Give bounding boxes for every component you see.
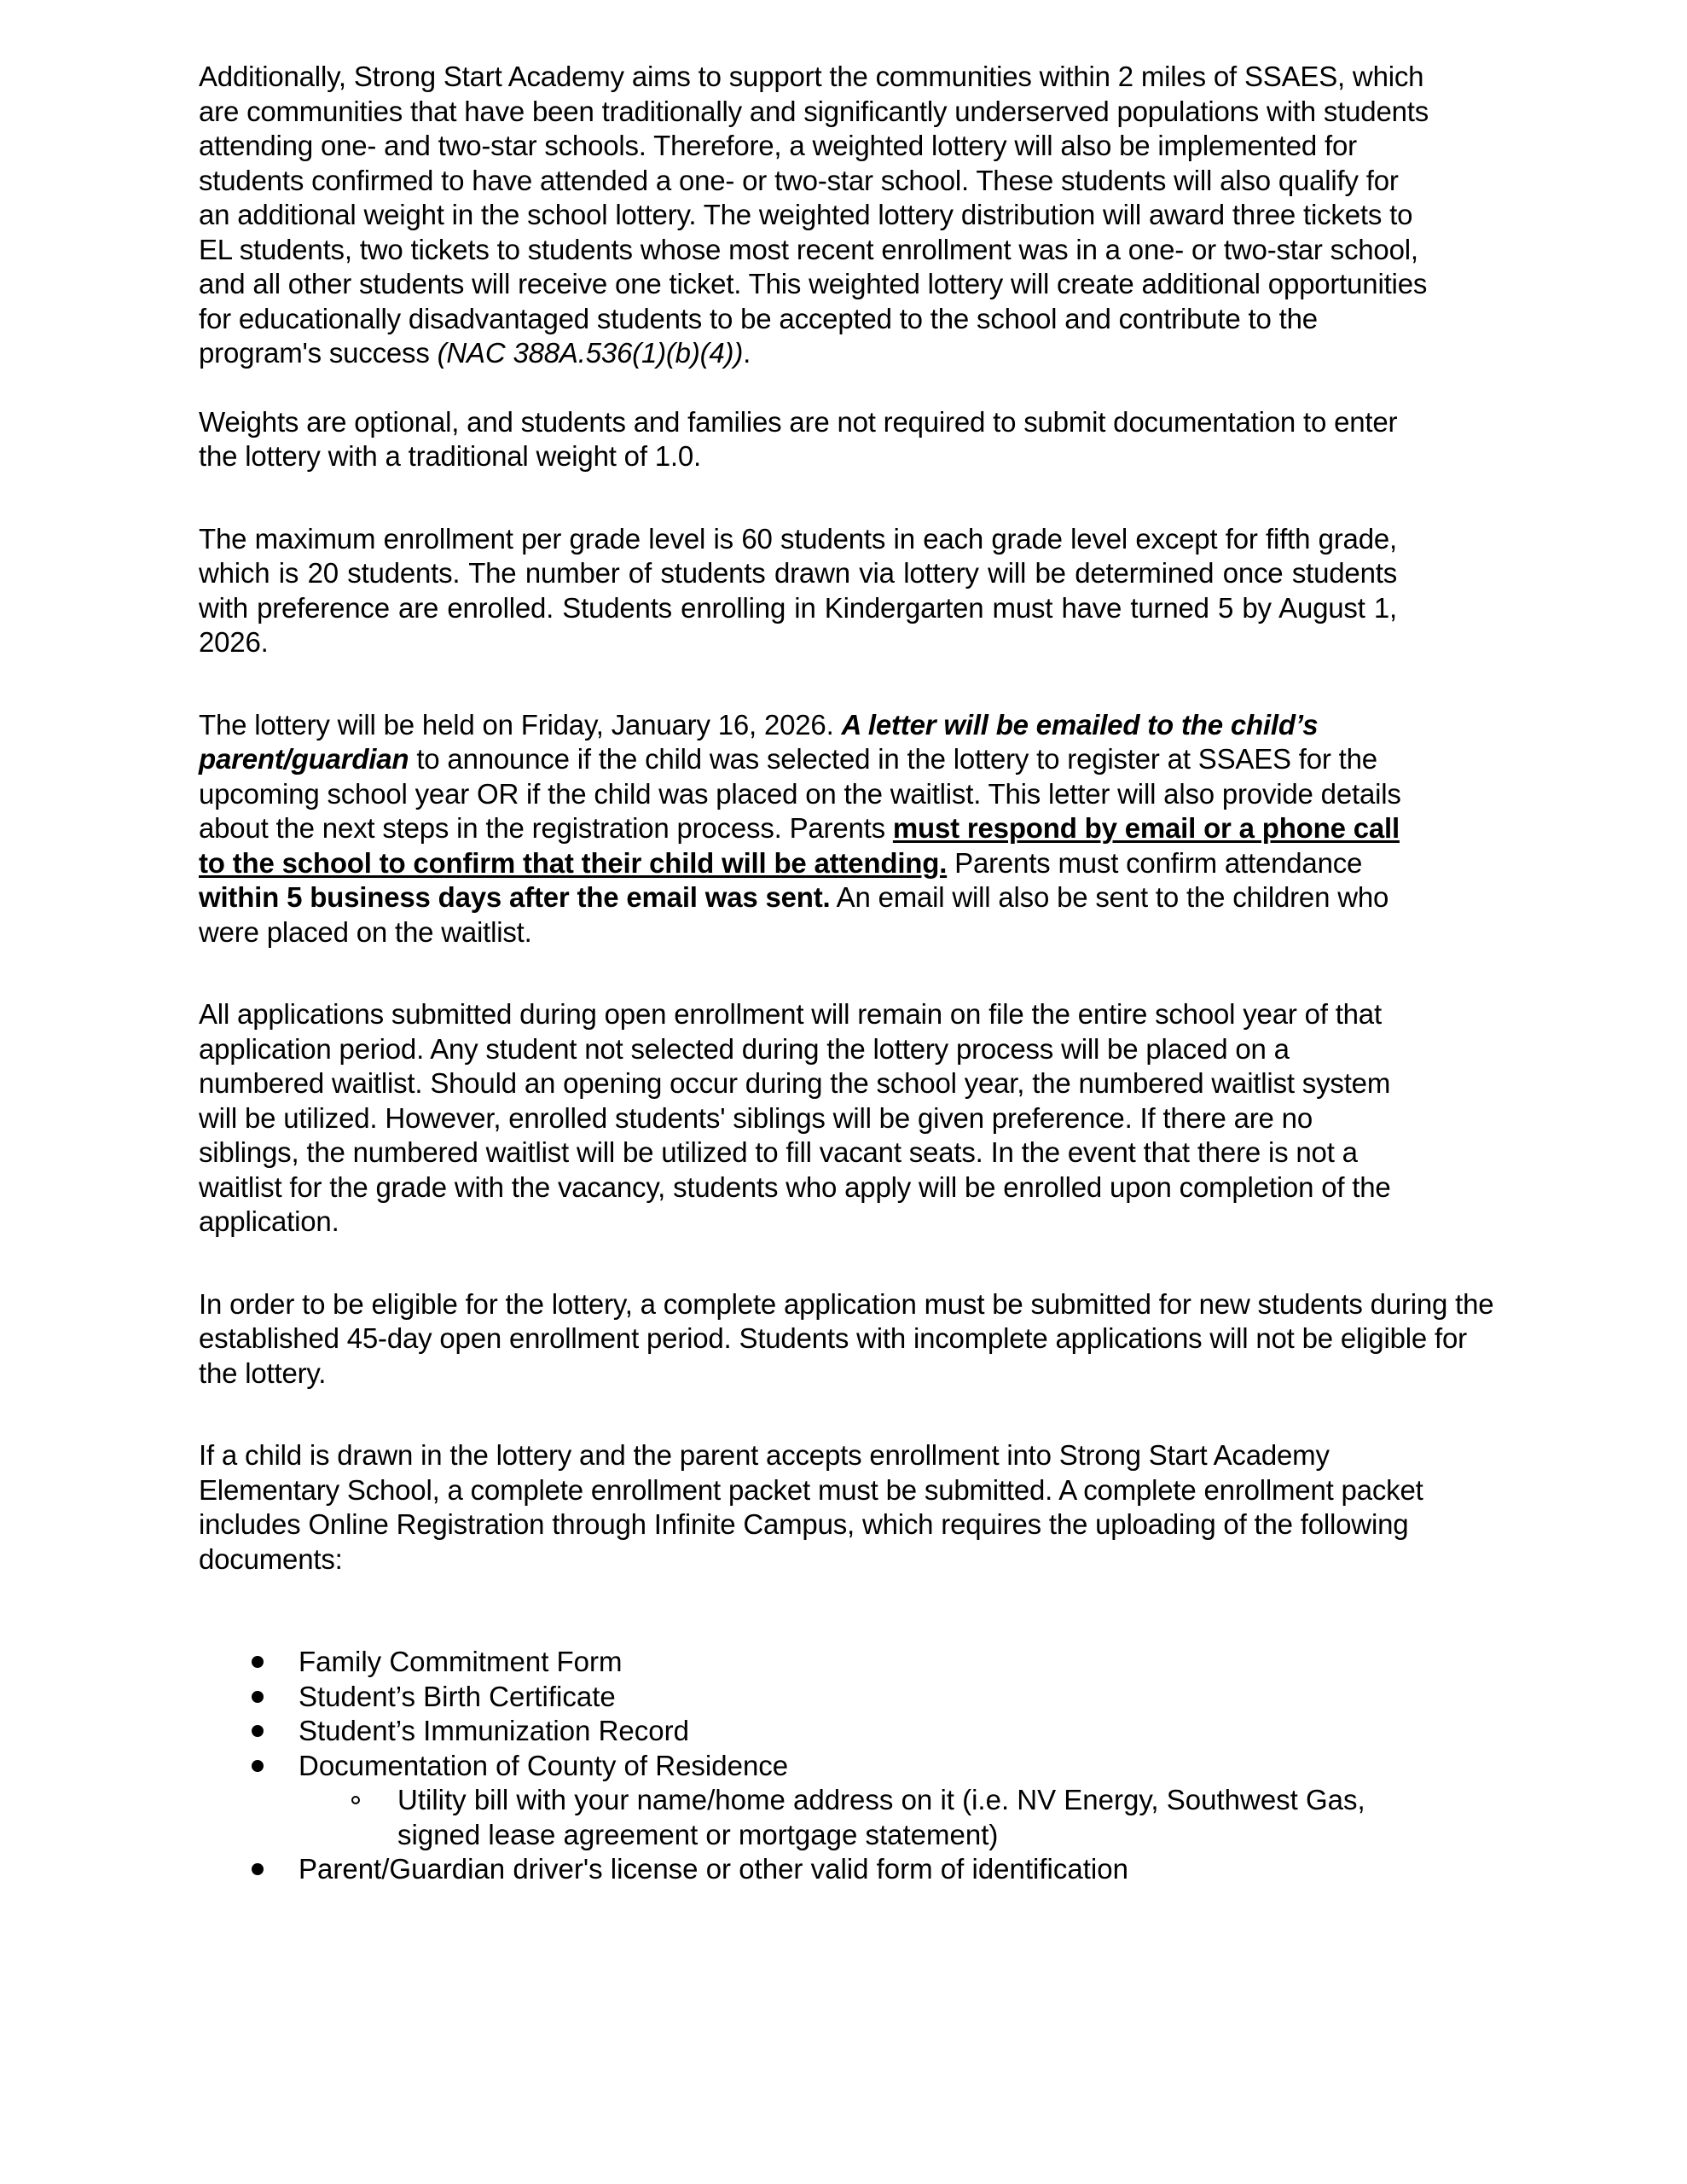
bullet-icon: [252, 1656, 264, 1668]
list-item: Parent/Guardian driver's license or other valid form of identification: [199, 1852, 1495, 1887]
list-item: Documentation of County of Residence Utility bill with your name/home address on it (i.e. NV Energy, Southwest Gas, signed lease agreement or mortgage statement): [199, 1749, 1495, 1853]
paragraph-lottery-date: The lottery will be held on Friday, January 16, 2026. A letter will be emailed to the child’s parent/guardian to announce if the child was selected in the lottery to register at SSAES for the upcoming school year OR if the child was placed on the waitlist. This letter will also provide details about the next steps in the registration process. Parents must respond by email or a phone call to the school to confirm that their child will be attending. Parents must confirm attendance within 5 business days after the email was sent. An email will also be sent to the children who were placed on the waitlist.: [199, 708, 1401, 948]
bullet-icon: [252, 1725, 264, 1737]
letter-emailed-notice: A letter will be emailed to the child’s parent/guardian: [199, 708, 1319, 775]
residence-documents-sublist: [199, 1783, 1495, 1852]
paragraph-max-enrollment: The maximum enrollment per grade level is 60 students in each grade level except for fifth grade, which is 20 students. The number of students drawn via lottery will be determined once students with preference are enrolled. Students enrolling in Kindergarten must have turned 5 by August 1, 2026.: [199, 522, 1397, 658]
hollow-bullet-icon: [351, 1796, 360, 1804]
paragraph-eligibility: In order to be eligible for the lottery, a complete application must be submitted for new students during the established 45-day open enrollment period. Students with incomplete applications will not be eligible for the lottery.: [199, 1287, 1494, 1389]
list-item: Student’s Immunization Record: [199, 1714, 1495, 1749]
list-item: Student’s Birth Certificate: [199, 1680, 1495, 1715]
required-documents-list: [199, 1645, 1495, 1887]
must-respond-notice: must respond by email or a phone call to the school to confirm that their child will be attending.: [199, 812, 1400, 879]
sublist-item: Utility bill with your name/home address on it (i.e. NV Energy, Southwest Gas, signed lease agreement or mortgage statement): [299, 1783, 1378, 1852]
bullet-icon: [252, 1760, 264, 1772]
list-item: Family Commitment Form: [199, 1645, 1495, 1680]
paragraph-enrollment-packet: If a child is drawn in the lottery and the parent accepts enrollment into Strong Start Academy Elementary School, a complete enrollment packet must be submitted. A complete enrollment packet includes Online Registration through Infinite Campus, which requires the uploading of the following documents:: [199, 1439, 1423, 1575]
bullet-icon: [252, 1863, 264, 1875]
paragraph-text: Additionally, Strong Start Academy aims to support the communities within 2 miles of SSAES, which are communities that have been traditionally and significantly underserved populations with students attending one- and two-star schools. Therefore, a weighted lottery will also be implemented for students confirmed to have attended a one- or two-star school. These students will also qualify for an additional weight in the school lottery. The weighted lottery distribution will award three tickets to EL students, two tickets to students whose most recent enrollment was in a one- or two-star school, and all other students will receive one ticket. This weighted lottery will create additional opportunities for educationally disadvantaged students to be accepted to the school and contribute to the program's success: [199, 61, 1429, 369]
nac-citation: (NAC 388A.536(1)(b)(4)): [437, 337, 744, 369]
paragraph-waitlist: All applications submitted during open enrollment will remain on file the entire school year of that application period. Any student not selected during the lottery process will be placed on a numbered waitlist. Should an opening occur during the school year, the numbered waitlist system will be utilized. However, enrolled students' siblings will be given preference. If there are no siblings, the numbered waitlist will be utilized to fill vacant seats. In the event that there is not a waitlist for the grade with the vacancy, students who apply will be enrolled upon completion of the application.: [199, 998, 1391, 1237]
paragraph-weights-optional: Weights are optional, and students and families are not required to submit documentation to enter the lottery with a traditional weight of 1.0.: [199, 405, 1398, 472]
paragraph-weighted-lottery: Additionally, Strong Start Academy aims to support the communities within 2 miles of SSAES, which are communities that have been traditionally and significantly underserved populations with students attending one- and two-star schools. Therefore, a weighted lottery will also be implemented for students confirmed to have attended a one- or two-star school. These students will also qualify for an additional weight in the school lottery. The weighted lottery distribution will award three tickets to EL students, two tickets to students whose most recent enrollment was in a one- or two-star school, and all other students will receive one ticket. This weighted lottery will create additional opportunities for educationally disadvantaged students to be accepted to the school and contribute to the program's success (NAC 388A.536(1)(b)(4)).: [199, 61, 1429, 369]
deadline-notice: within 5 business days after the email was sent.: [199, 881, 831, 913]
bullet-icon: [252, 1691, 264, 1703]
document-page: [199, 60, 1495, 1887]
